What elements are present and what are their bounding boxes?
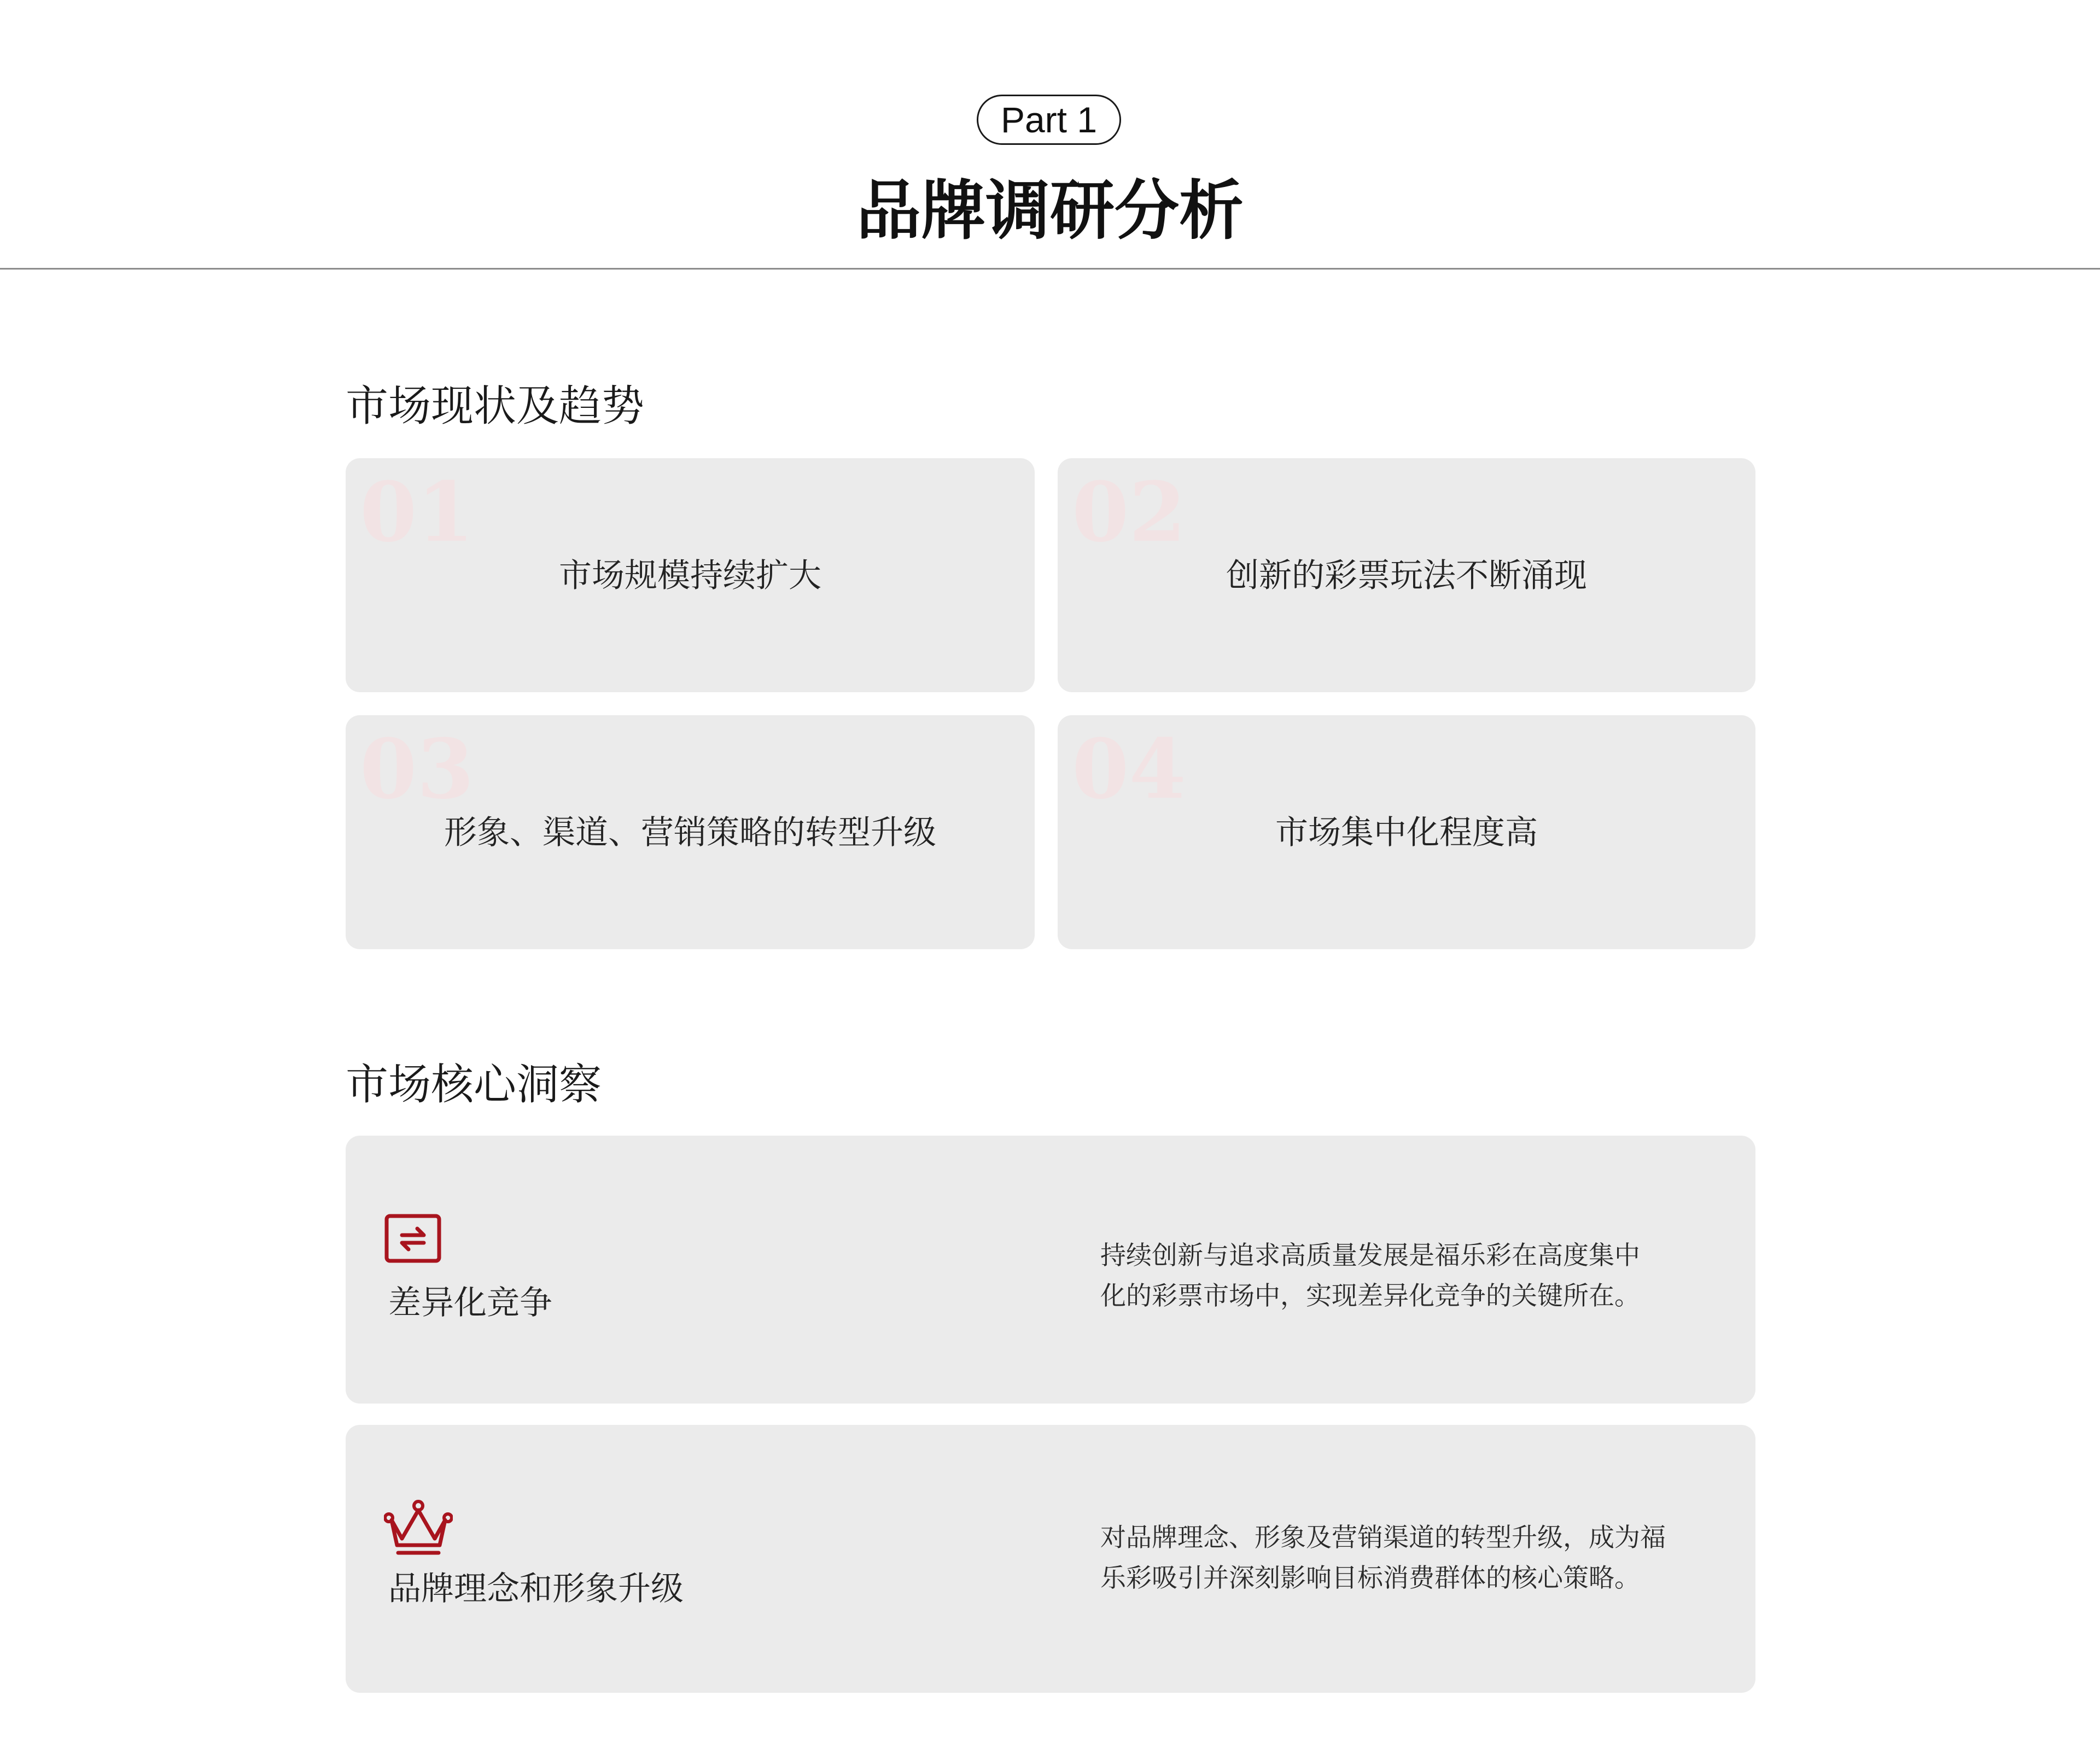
crown-icon bbox=[384, 1499, 453, 1557]
page-title: 品牌调研分析 bbox=[856, 173, 1244, 248]
insight-description bbox=[1100, 1518, 1691, 1599]
insight-description-line: 乐彩吸引并深刻影响目标消费群体的核心策略。 bbox=[1100, 1563, 1640, 1593]
trend-card-number: 04 bbox=[1072, 721, 1186, 817]
part-badge: Part 1 bbox=[977, 95, 1121, 145]
insight-description-line: 化的彩票市场中，实现差异化竞争的关键所在。 bbox=[1100, 1281, 1640, 1311]
insight-card-brand-upgrade bbox=[346, 1425, 1755, 1693]
section-title-market-insights: 市场核心洞察 bbox=[346, 1060, 602, 1109]
trend-card-text: 市场规模持续扩大 bbox=[559, 557, 821, 595]
section-title-market-trends: 市场现状及趋势 bbox=[346, 382, 645, 431]
trend-card-text: 市场集中化程度高 bbox=[1275, 814, 1538, 852]
trend-card-number: 03 bbox=[360, 721, 474, 817]
trend-card-text: 创新的彩票玩法不断涌现 bbox=[1226, 557, 1587, 595]
insight-description-line: 持续创新与追求高质量发展是福乐彩在高度集中 bbox=[1100, 1241, 1640, 1271]
trend-card-number: 01 bbox=[360, 464, 474, 560]
trend-card-text: 形象、渠道、营销策略的转型升级 bbox=[444, 814, 936, 852]
swap-arrows-icon bbox=[384, 1213, 442, 1264]
trend-card-number: 02 bbox=[1072, 464, 1186, 560]
insight-card-differentiation bbox=[346, 1136, 1755, 1404]
insight-description-line: 对品牌理念、形象及营销渠道的转型升级，成为福 bbox=[1100, 1523, 1666, 1553]
insight-title: 品牌理念和形象升级 bbox=[388, 1570, 684, 1608]
trend-card bbox=[346, 715, 1035, 949]
insight-description bbox=[1100, 1236, 1691, 1317]
trend-card bbox=[346, 458, 1035, 692]
trend-card bbox=[1058, 715, 1755, 949]
trend-card bbox=[1058, 458, 1755, 692]
header-divider bbox=[0, 268, 2100, 270]
insight-title: 差异化竞争 bbox=[388, 1284, 552, 1322]
